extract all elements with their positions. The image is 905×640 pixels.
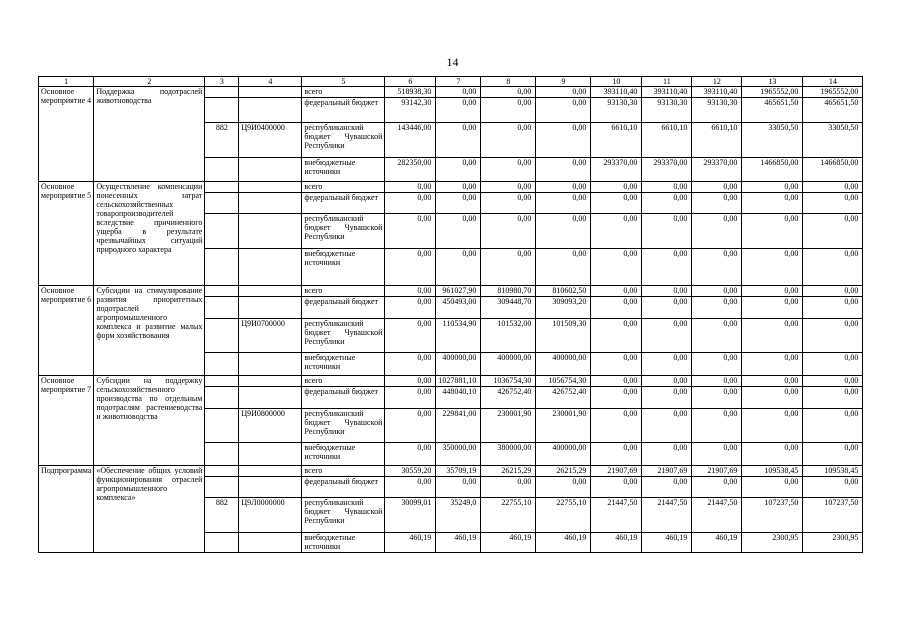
funding-source-cell: всего bbox=[302, 376, 385, 387]
amount-cell: 961027,90 bbox=[436, 286, 481, 297]
funding-source-cell: республиканский бюджет Чувашской Республики bbox=[302, 123, 385, 158]
budget-code-cell bbox=[239, 87, 302, 98]
amount-cell: 0,00 bbox=[803, 376, 863, 387]
amount-cell: 101532,00 bbox=[481, 319, 536, 353]
amount-cell: 0,00 bbox=[642, 387, 692, 409]
budget-code-cell bbox=[239, 376, 302, 387]
header-cell: 1 bbox=[39, 77, 94, 87]
amount-cell: 0,00 bbox=[536, 158, 591, 182]
amount-cell: 0,00 bbox=[692, 249, 742, 286]
admin-code-cell: 882 bbox=[205, 123, 239, 158]
admin-code-cell bbox=[205, 387, 239, 409]
budget-code-cell bbox=[239, 533, 302, 553]
amount-cell: 0,00 bbox=[436, 193, 481, 214]
amount-cell: 0,00 bbox=[436, 87, 481, 98]
admin-code-cell bbox=[205, 297, 239, 319]
funding-source-cell: федеральный бюджет bbox=[302, 477, 385, 498]
amount-cell: 400000,00 bbox=[536, 353, 591, 376]
amount-cell: 6610,10 bbox=[692, 123, 742, 158]
amount-cell: 107237,50 bbox=[803, 498, 863, 533]
amount-cell: 21907,69 bbox=[591, 466, 642, 477]
admin-code-cell bbox=[205, 477, 239, 498]
amount-cell: 393110,40 bbox=[692, 87, 742, 98]
funding-source-cell: всего bbox=[302, 466, 385, 477]
amount-cell: 230001,90 bbox=[536, 409, 591, 443]
amount-cell: 6610,10 bbox=[591, 123, 642, 158]
amount-cell: 0,00 bbox=[481, 249, 536, 286]
amount-cell: 460,19 bbox=[692, 533, 742, 553]
admin-code-cell bbox=[205, 409, 239, 443]
amount-cell: 110534,90 bbox=[436, 319, 481, 353]
amount-cell: 2300,95 bbox=[742, 533, 803, 553]
amount-cell: 0,00 bbox=[642, 214, 692, 249]
amount-cell: 21907,69 bbox=[642, 466, 692, 477]
admin-code-cell: 882 bbox=[205, 498, 239, 533]
amount-cell: 0,00 bbox=[385, 214, 436, 249]
amount-cell: 293370,00 bbox=[692, 158, 742, 182]
amount-cell: 0,00 bbox=[436, 158, 481, 182]
amount-cell: 0,00 bbox=[742, 443, 803, 466]
header-cell: 7 bbox=[436, 77, 481, 87]
amount-cell: 309448,70 bbox=[481, 297, 536, 319]
amount-cell: 0,00 bbox=[803, 297, 863, 319]
amount-cell: 0,00 bbox=[385, 409, 436, 443]
page-number: 14 bbox=[446, 55, 459, 69]
funding-source-cell: внебюджетные источники bbox=[302, 249, 385, 286]
amount-cell: 93130,30 bbox=[642, 98, 692, 123]
amount-cell: 0,00 bbox=[742, 477, 803, 498]
amount-cell: 0,00 bbox=[385, 353, 436, 376]
activity-description-cell: Поддержка подотраслей животноводства bbox=[94, 87, 205, 182]
amount-cell: 0,00 bbox=[742, 297, 803, 319]
amount-cell: 1027881,10 bbox=[436, 376, 481, 387]
amount-cell: 93130,30 bbox=[692, 98, 742, 123]
admin-code-cell bbox=[205, 87, 239, 98]
funding-source-cell: федеральный бюджет bbox=[302, 98, 385, 123]
amount-cell: 0,00 bbox=[642, 319, 692, 353]
budget-code-cell bbox=[239, 182, 302, 193]
amount-cell: 0,00 bbox=[481, 477, 536, 498]
amount-cell: 0,00 bbox=[742, 286, 803, 297]
amount-cell: 0,00 bbox=[692, 443, 742, 466]
amount-cell: 0,00 bbox=[692, 376, 742, 387]
activity-name-cell: Основное мероприятие 6 bbox=[39, 286, 94, 376]
activity-description-cell: «Обеспечение общих условий функционирования отраслей агропромышленного комплекса» bbox=[94, 466, 205, 553]
budget-code-cell bbox=[239, 353, 302, 376]
amount-cell: 0,00 bbox=[436, 182, 481, 193]
admin-code-cell bbox=[205, 249, 239, 286]
amount-cell: 0,00 bbox=[591, 409, 642, 443]
amount-cell: 0,00 bbox=[692, 214, 742, 249]
activity-name-cell: Основное мероприятие 7 bbox=[39, 376, 94, 466]
header-cell: 2 bbox=[94, 77, 205, 87]
amount-cell: 0,00 bbox=[436, 249, 481, 286]
budget-table bbox=[38, 76, 863, 553]
amount-cell: 0,00 bbox=[742, 193, 803, 214]
amount-cell: 30559,20 bbox=[385, 466, 436, 477]
funding-source-cell: всего bbox=[302, 87, 385, 98]
budget-code-cell: Ц9И0700000 bbox=[239, 319, 302, 353]
budget-code-cell bbox=[239, 297, 302, 319]
activity-description-cell: Субсидии на поддержку сельскохозяйственного производства по отдельным подотраслям растениеводства и животноводства bbox=[94, 376, 205, 466]
amount-cell: 0,00 bbox=[385, 319, 436, 353]
amount-cell: 0,00 bbox=[692, 297, 742, 319]
budget-code-cell bbox=[239, 249, 302, 286]
amount-cell: 33050,50 bbox=[742, 123, 803, 158]
table-row bbox=[39, 376, 863, 387]
amount-cell: 0,00 bbox=[591, 387, 642, 409]
amount-cell: 0,00 bbox=[536, 123, 591, 158]
funding-source-cell: внебюджетные источники bbox=[302, 353, 385, 376]
budget-code-cell bbox=[239, 214, 302, 249]
amount-cell: 0,00 bbox=[436, 477, 481, 498]
amount-cell: 0,00 bbox=[591, 353, 642, 376]
header-cell: 10 bbox=[591, 77, 642, 87]
funding-source-cell: федеральный бюджет bbox=[302, 387, 385, 409]
funding-source-cell: федеральный бюджет bbox=[302, 193, 385, 214]
amount-cell: 0,00 bbox=[803, 409, 863, 443]
amount-cell: 0,00 bbox=[642, 477, 692, 498]
amount-cell: 465651,50 bbox=[742, 98, 803, 123]
funding-source-cell: внебюджетные источники bbox=[302, 443, 385, 466]
amount-cell: 107237,50 bbox=[742, 498, 803, 533]
amount-cell: 282350,00 bbox=[385, 158, 436, 182]
budget-code-cell: Ц9И0400000 bbox=[239, 123, 302, 158]
amount-cell: 460,19 bbox=[591, 533, 642, 553]
amount-cell: 93130,30 bbox=[591, 98, 642, 123]
amount-cell: 0,00 bbox=[536, 98, 591, 123]
amount-cell: 0,00 bbox=[536, 87, 591, 98]
admin-code-cell bbox=[205, 193, 239, 214]
header-cell: 4 bbox=[239, 77, 302, 87]
budget-code-cell: Ц9Л0000000 bbox=[239, 498, 302, 533]
amount-cell: 0,00 bbox=[642, 376, 692, 387]
header-cell: 12 bbox=[692, 77, 742, 87]
amount-cell: 380000,00 bbox=[481, 443, 536, 466]
amount-cell: 93142,30 bbox=[385, 98, 436, 123]
amount-cell: 1466850,00 bbox=[803, 158, 863, 182]
amount-cell: 0,00 bbox=[591, 376, 642, 387]
amount-cell: 426752,40 bbox=[481, 387, 536, 409]
amount-cell: 0,00 bbox=[642, 249, 692, 286]
amount-cell: 0,00 bbox=[642, 443, 692, 466]
amount-cell: 26215,29 bbox=[536, 466, 591, 477]
header-cell: 8 bbox=[481, 77, 536, 87]
amount-cell: 0,00 bbox=[692, 286, 742, 297]
amount-cell: 0,00 bbox=[803, 443, 863, 466]
amount-cell: 6610,10 bbox=[642, 123, 692, 158]
amount-cell: 0,00 bbox=[385, 193, 436, 214]
amount-cell: 0,00 bbox=[436, 214, 481, 249]
amount-cell: 229841,00 bbox=[436, 409, 481, 443]
admin-code-cell bbox=[205, 443, 239, 466]
budget-code-cell bbox=[239, 443, 302, 466]
funding-source-cell: республиканский бюджет Чувашской Республики bbox=[302, 409, 385, 443]
amount-cell: 26215,29 bbox=[481, 466, 536, 477]
table-row bbox=[39, 182, 863, 193]
amount-cell: 0,00 bbox=[742, 353, 803, 376]
activity-name-cell: Подпрограмма bbox=[39, 466, 94, 553]
amount-cell: 393110,40 bbox=[642, 87, 692, 98]
amount-cell: 35249,0 bbox=[436, 498, 481, 533]
amount-cell: 0,00 bbox=[536, 193, 591, 214]
amount-cell: 0,00 bbox=[591, 214, 642, 249]
amount-cell: 0,00 bbox=[385, 297, 436, 319]
amount-cell: 0,00 bbox=[591, 249, 642, 286]
budget-code-cell bbox=[239, 193, 302, 214]
amount-cell: 0,00 bbox=[803, 477, 863, 498]
amount-cell: 0,00 bbox=[742, 182, 803, 193]
amount-cell: 0,00 bbox=[536, 214, 591, 249]
amount-cell: 0,00 bbox=[742, 214, 803, 249]
amount-cell: 0,00 bbox=[803, 182, 863, 193]
budget-code-cell: Ц9И0800000 bbox=[239, 409, 302, 443]
funding-source-cell: внебюджетные источники bbox=[302, 158, 385, 182]
amount-cell: 0,00 bbox=[591, 477, 642, 498]
amount-cell: 0,00 bbox=[803, 353, 863, 376]
amount-cell: 810602,50 bbox=[536, 286, 591, 297]
budget-code-cell bbox=[239, 286, 302, 297]
amount-cell: 0,00 bbox=[692, 409, 742, 443]
amount-cell: 2300,95 bbox=[803, 533, 863, 553]
amount-cell: 0,00 bbox=[385, 249, 436, 286]
amount-cell: 293370,00 bbox=[642, 158, 692, 182]
amount-cell: 0,00 bbox=[803, 319, 863, 353]
amount-cell: 0,00 bbox=[385, 286, 436, 297]
amount-cell: 0,00 bbox=[591, 286, 642, 297]
amount-cell: 0,00 bbox=[536, 249, 591, 286]
amount-cell: 0,00 bbox=[642, 409, 692, 443]
header-cell: 6 bbox=[385, 77, 436, 87]
amount-cell: 0,00 bbox=[692, 387, 742, 409]
amount-cell: 0,00 bbox=[385, 182, 436, 193]
amount-cell: 465651,50 bbox=[803, 98, 863, 123]
amount-cell: 0,00 bbox=[591, 319, 642, 353]
amount-cell: 35709,19 bbox=[436, 466, 481, 477]
amount-cell: 21447,50 bbox=[692, 498, 742, 533]
amount-cell: 0,00 bbox=[742, 319, 803, 353]
funding-source-cell: республиканский бюджет Чувашской Республики bbox=[302, 214, 385, 249]
admin-code-cell bbox=[205, 158, 239, 182]
amount-cell: 350000,00 bbox=[436, 443, 481, 466]
amount-cell: 1466850,00 bbox=[742, 158, 803, 182]
funding-source-cell: федеральный бюджет bbox=[302, 297, 385, 319]
activity-name-cell: Основное мероприятие 5 bbox=[39, 182, 94, 286]
amount-cell: 0,00 bbox=[692, 319, 742, 353]
amount-cell: 0,00 bbox=[591, 297, 642, 319]
amount-cell: 109538,45 bbox=[803, 466, 863, 477]
table-row bbox=[39, 286, 863, 297]
amount-cell: 0,00 bbox=[591, 443, 642, 466]
amount-cell: 0,00 bbox=[803, 193, 863, 214]
table-row bbox=[39, 466, 863, 477]
amount-cell: 309093,20 bbox=[536, 297, 591, 319]
amount-cell: 0,00 bbox=[436, 98, 481, 123]
funding-source-cell: всего bbox=[302, 182, 385, 193]
amount-cell: 518938,30 bbox=[385, 87, 436, 98]
admin-code-cell bbox=[205, 376, 239, 387]
amount-cell: 400000,00 bbox=[436, 353, 481, 376]
amount-cell: 0,00 bbox=[692, 353, 742, 376]
header-cell: 9 bbox=[536, 77, 591, 87]
amount-cell: 460,19 bbox=[481, 533, 536, 553]
amount-cell: 293370,00 bbox=[591, 158, 642, 182]
amount-cell: 810980,70 bbox=[481, 286, 536, 297]
amount-cell: 0,00 bbox=[803, 286, 863, 297]
amount-cell: 0,00 bbox=[803, 387, 863, 409]
amount-cell: 400000,00 bbox=[536, 443, 591, 466]
budget-code-cell bbox=[239, 158, 302, 182]
admin-code-cell bbox=[205, 98, 239, 123]
amount-cell: 33050,50 bbox=[803, 123, 863, 158]
header-row bbox=[39, 77, 863, 87]
amount-cell: 143446,00 bbox=[385, 123, 436, 158]
funding-source-cell: республиканский бюджет Чувашской Республики bbox=[302, 319, 385, 353]
amount-cell: 0,00 bbox=[692, 182, 742, 193]
amount-cell: 1036754,30 bbox=[481, 376, 536, 387]
amount-cell: 21447,50 bbox=[591, 498, 642, 533]
amount-cell: 0,00 bbox=[481, 123, 536, 158]
header-cell: 3 bbox=[205, 77, 239, 87]
amount-cell: 101509,30 bbox=[536, 319, 591, 353]
funding-source-cell: всего bbox=[302, 286, 385, 297]
activity-description-cell: Субсидии на стимулирование развития приоритетных подотраслей агропромышленного комплекса и развитие малых форм хозяйствования bbox=[94, 286, 205, 376]
amount-cell: 460,19 bbox=[536, 533, 591, 553]
amount-cell: 0,00 bbox=[642, 182, 692, 193]
amount-cell: 0,00 bbox=[385, 443, 436, 466]
amount-cell: 393110,40 bbox=[591, 87, 642, 98]
admin-code-cell bbox=[205, 466, 239, 477]
header-cell: 11 bbox=[642, 77, 692, 87]
amount-cell: 460,19 bbox=[436, 533, 481, 553]
amount-cell: 0,00 bbox=[481, 158, 536, 182]
amount-cell: 230001,90 bbox=[481, 409, 536, 443]
amount-cell: 0,00 bbox=[385, 376, 436, 387]
amount-cell: 0,00 bbox=[803, 214, 863, 249]
amount-cell: 450493,00 bbox=[436, 297, 481, 319]
amount-cell: 21447,50 bbox=[642, 498, 692, 533]
amount-cell: 21907,69 bbox=[692, 466, 742, 477]
budget-code-cell bbox=[239, 466, 302, 477]
admin-code-cell bbox=[205, 533, 239, 553]
amount-cell: 0,00 bbox=[742, 409, 803, 443]
amount-cell: 400000,00 bbox=[481, 353, 536, 376]
header-cell: 5 bbox=[302, 77, 385, 87]
table-row bbox=[39, 87, 863, 98]
amount-cell: 0,00 bbox=[385, 387, 436, 409]
amount-cell: 0,00 bbox=[803, 249, 863, 286]
amount-cell: 0,00 bbox=[481, 182, 536, 193]
amount-cell: 0,00 bbox=[481, 193, 536, 214]
amount-cell: 0,00 bbox=[436, 123, 481, 158]
amount-cell: 0,00 bbox=[481, 87, 536, 98]
admin-code-cell bbox=[205, 214, 239, 249]
amount-cell: 0,00 bbox=[385, 477, 436, 498]
amount-cell: 0,00 bbox=[642, 193, 692, 214]
amount-cell: 22755,10 bbox=[536, 498, 591, 533]
amount-cell: 0,00 bbox=[692, 477, 742, 498]
budget-code-cell bbox=[239, 477, 302, 498]
amount-cell: 1056754,30 bbox=[536, 376, 591, 387]
amount-cell: 0,00 bbox=[536, 182, 591, 193]
amount-cell: 0,00 bbox=[642, 297, 692, 319]
amount-cell: 22755,10 bbox=[481, 498, 536, 533]
activity-description-cell: Осуществление компенсации понесенных затрат сельскохозяйственных товаропроизводителей вследствие причиненного ущерба в результате чрезвычайных ситуаций природного характера bbox=[94, 182, 205, 286]
admin-code-cell bbox=[205, 353, 239, 376]
amount-cell: 0,00 bbox=[742, 387, 803, 409]
header-cell: 14 bbox=[803, 77, 863, 87]
amount-cell: 0,00 bbox=[742, 376, 803, 387]
amount-cell: 1965552,00 bbox=[742, 87, 803, 98]
funding-source-cell: внебюджетные источники bbox=[302, 533, 385, 553]
amount-cell: 0,00 bbox=[481, 214, 536, 249]
amount-cell: 0,00 bbox=[591, 182, 642, 193]
amount-cell: 0,00 bbox=[536, 477, 591, 498]
amount-cell: 109538,45 bbox=[742, 466, 803, 477]
admin-code-cell bbox=[205, 319, 239, 353]
admin-code-cell bbox=[205, 286, 239, 297]
budget-code-cell bbox=[239, 387, 302, 409]
amount-cell: 0,00 bbox=[481, 98, 536, 123]
amount-cell: 0,00 bbox=[642, 353, 692, 376]
amount-cell: 0,00 bbox=[692, 193, 742, 214]
header-cell: 13 bbox=[742, 77, 803, 87]
funding-source-cell: республиканский бюджет Чувашской Республики bbox=[302, 498, 385, 533]
amount-cell: 460,19 bbox=[642, 533, 692, 553]
amount-cell: 448040,10 bbox=[436, 387, 481, 409]
amount-cell: 0,00 bbox=[742, 249, 803, 286]
budget-code-cell bbox=[239, 98, 302, 123]
amount-cell: 426752,40 bbox=[536, 387, 591, 409]
activity-name-cell: Основное мероприятие 4 bbox=[39, 87, 94, 182]
amount-cell: 0,00 bbox=[591, 193, 642, 214]
amount-cell: 30099,01 bbox=[385, 498, 436, 533]
admin-code-cell bbox=[205, 182, 239, 193]
amount-cell: 1965552,00 bbox=[803, 87, 863, 98]
amount-cell: 460,19 bbox=[385, 533, 436, 553]
amount-cell: 0,00 bbox=[642, 286, 692, 297]
